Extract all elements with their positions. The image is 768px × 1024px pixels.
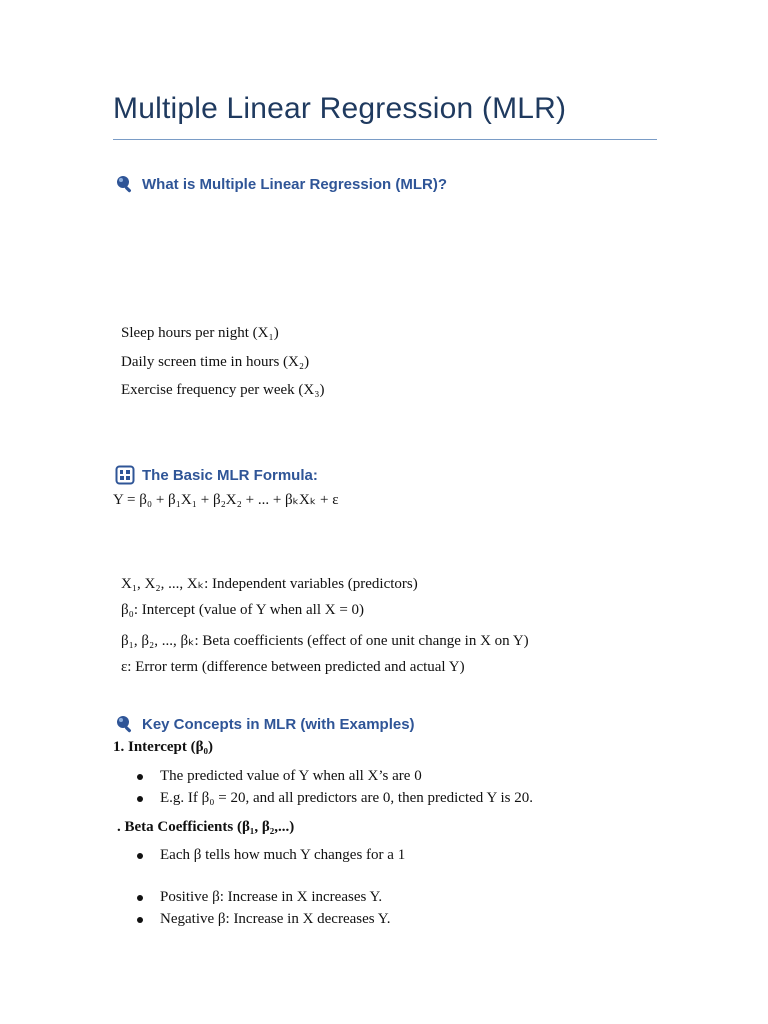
- section-heading-what-is: [115, 174, 447, 194]
- bullet-item: [136, 911, 390, 928]
- section-heading-formula: [115, 465, 318, 485]
- formula-term: X₁, X₂, ..., Xₖ: Independent variables (predictors): [121, 576, 418, 592]
- formula-term: β₀: Intercept (value of Y when all X = 0): [121, 602, 365, 618]
- bullet-text: Each β tells how much Y changes for a 1: [160, 847, 406, 863]
- formula-term: β₁, β₂, ..., βₖ: Beta coefficients (effect of one unit change in X on Y): [121, 633, 529, 649]
- bullet-text: The predicted value of Y when all X’s are 0: [160, 768, 422, 784]
- bullet-dot: [137, 917, 143, 923]
- section-heading-text: What is Multiple Linear Regression (MLR)?: [142, 175, 448, 193]
- list-item: Sleep hours per night (X₁): [121, 325, 279, 341]
- subheading-intercept: 1. Intercept (β₀): [113, 739, 214, 755]
- bullet-dot: [137, 895, 143, 901]
- section-heading-key-concepts: [115, 714, 415, 734]
- bullet-item: [136, 790, 533, 807]
- bullet-item: [136, 847, 405, 864]
- formula-equation: Y = β₀ + β₁X₁ + β₂X₂ + ... + βₖXₖ + ε: [113, 492, 339, 508]
- formula-term: ε: Error term (difference between predicted and actual Y): [121, 659, 465, 675]
- bullet-item: [136, 768, 422, 785]
- section-heading-text: Key Concepts in MLR (with Examples): [142, 715, 415, 733]
- bullet-text: E.g. If β₀ = 20, and all predictors are 0, then predicted Y is 20.: [160, 790, 534, 806]
- bullet-dot: [137, 796, 143, 802]
- list-item: Daily screen time in hours (X₂): [121, 354, 310, 370]
- bullet-dot: [137, 774, 143, 780]
- bullet-item: [136, 889, 382, 906]
- magnifier-icon: [115, 714, 135, 734]
- numbers-icon: [115, 465, 135, 485]
- bullet-dot: [137, 853, 143, 859]
- list-item: Exercise frequency per week (X₃): [121, 382, 325, 398]
- document-title: Multiple Linear Regression (MLR): [113, 92, 567, 125]
- magnifier-icon: [115, 174, 135, 194]
- bullet-text: Positive β: Increase in X increases Y.: [160, 889, 383, 905]
- bullet-text: Negative β: Increase in X decreases Y.: [160, 911, 391, 927]
- section-heading-text: The Basic MLR Formula:: [142, 466, 318, 484]
- title-divider: [113, 139, 657, 140]
- subheading-beta: . Beta Coefficients (β₁, β₂,...): [117, 819, 295, 835]
